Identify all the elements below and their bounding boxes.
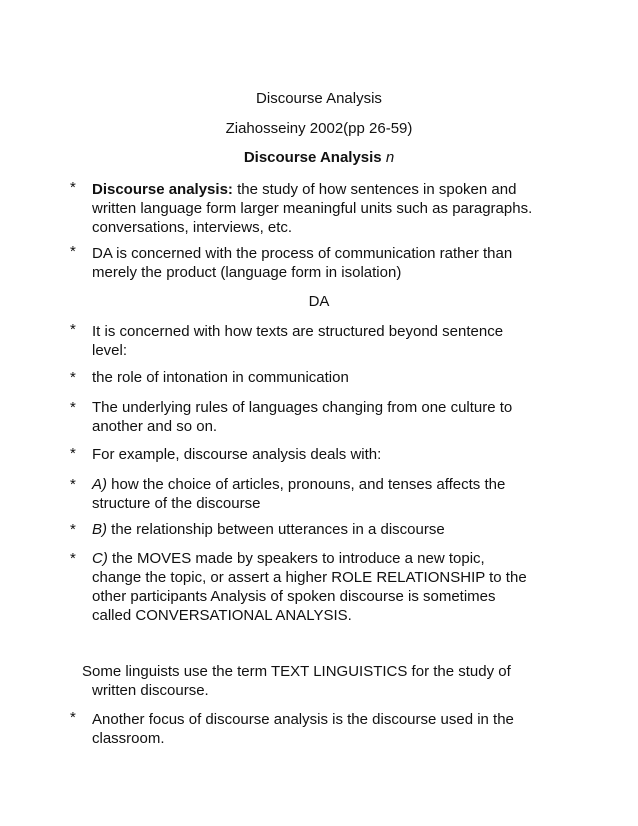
bullet-icon: * (70, 550, 76, 567)
bullet-icon: * (70, 709, 76, 726)
item-text: the MOVES made by speakers to introduce a new topic, change the topic, or assert a higher ROLE RELATIONSHIP to the other participants Analysis of spoken discourse is sometimes called CONVERSATIONAL ANALYSIS. (92, 550, 527, 624)
text-linguistics-paragraph (82, 662, 522, 700)
section-heading-text: Discourse Analysis (243, 149, 382, 166)
da-heading: DA (308, 293, 330, 310)
item-label: C) (92, 550, 108, 567)
list-item (92, 520, 542, 539)
bullet-icon: * (70, 476, 76, 493)
list-item: Another focus of discourse analysis is the discourse used in the classroom. (92, 711, 514, 747)
bullet-icon: * (70, 321, 76, 338)
list-item: It is concerned with how texts are structured beyond sentence level: (92, 323, 504, 359)
citation: Ziahosseiny 2002(pp 26-59) (225, 120, 413, 137)
list-item: the role of intonation in communication (92, 369, 349, 386)
definition-term: Discourse analysis: (92, 181, 233, 198)
part-of-speech: n (385, 149, 395, 166)
bullet-icon: * (70, 179, 76, 196)
list-item: DA is concerned with the process of communication rather than merely the product (language form in isolation) (92, 245, 513, 281)
section-heading (0, 148, 638, 167)
bullet-icon: * (70, 445, 76, 462)
bullet-icon: * (70, 399, 76, 416)
item-text: the relationship between utterances in a discourse (107, 521, 445, 538)
list-item (92, 549, 532, 625)
bullet-icon: * (70, 521, 76, 538)
list-item: For example, discourse analysis deals with: (92, 446, 382, 463)
definition-text: the study of how sentences in spoken and written language form larger meaningful units such as paragraphs. conversations, interviews, etc. (92, 181, 533, 236)
text-linguistics-text: Some linguists use the term TEXT LINGUISTICS for the study of written discourse. (82, 663, 511, 699)
bullet-icon: * (70, 369, 76, 386)
list-item (92, 180, 542, 237)
item-text: how the choice of articles, pronouns, and tenses affects the structure of the discourse (92, 476, 506, 512)
document-title: Discourse Analysis (256, 90, 382, 107)
item-label: A) (92, 476, 107, 493)
list-item: The underlying rules of languages changing from one culture to another and so on. (92, 399, 513, 435)
item-label: B) (92, 521, 107, 538)
bullet-icon: * (70, 243, 76, 260)
list-item (92, 475, 542, 513)
